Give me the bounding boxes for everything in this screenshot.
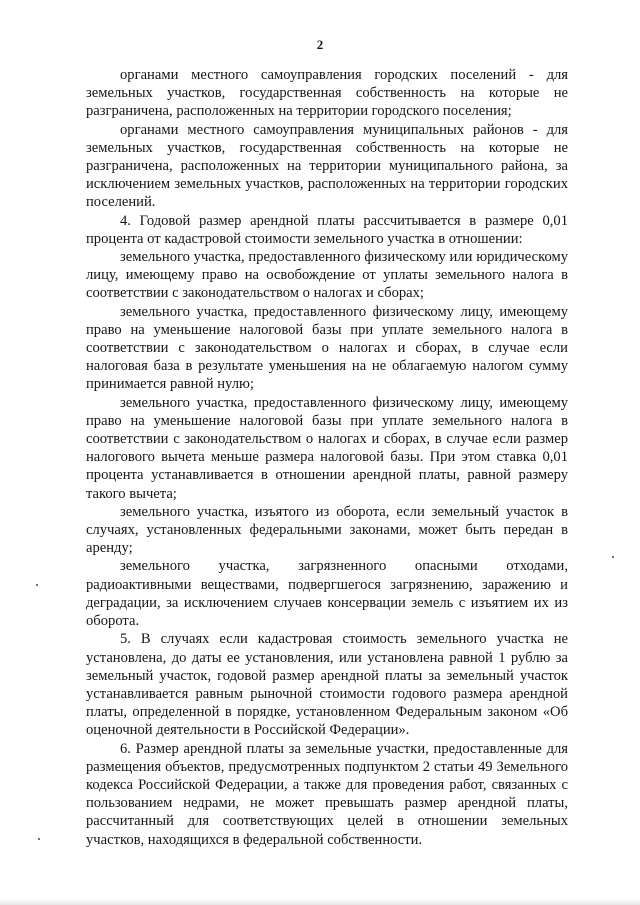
paragraph-item-4-deduction: земельного участка, предоставленного физическому лицу, имеющему право на уменьшение налоговой базы при уплате земельного налога в соответствии с законодательством о налогах и сборах, в случае если размер налогового вычета меньше размера налоговой базы. При этом ставка 0,01 процента устанавливается в отношении арендной платы, равной размеру такого вычета;: [86, 394, 568, 502]
scan-speck: [38, 838, 40, 840]
paragraph-item-5: 5. В случаях если кадастровая стоимость земельного участка не установлена, до даты ее установления, или установлена равной 1 рублю за земельный участок, годовой размер арендной платы за земельный участок устанавливается равным рыночной стоимости годового размера арендной платы, определенной в порядке, установленном Федеральным законом «Об оценочной деятельности в Российской Федерации».: [86, 631, 568, 739]
scan-speck: [612, 556, 614, 558]
scan-speck: [36, 584, 38, 586]
paragraph-municipal-districts: органами местного самоуправления муниципальных районов - для земельных участков, государственная собственность на которые не разграничена, расположенных на территории муниципального района, за исключением земельных участков, расположенных на территории городских поселений.: [86, 121, 568, 211]
paragraph-item-4-intro: 4. Годовой размер арендной платы рассчитывается в размере 0,01 процента от кадастровой стоимости земельного участка в отношении:: [86, 212, 568, 247]
scan-bottom-edge: [0, 899, 640, 905]
paragraph-urban-settlements: органами местного самоуправления городских поселений - для земельных участков, государственная собственность на которые не разграничена, расположенных на территории городского поселения;: [86, 67, 568, 120]
paragraph-item-4-withdrawn-land: земельного участка, изъятого из оборота, если земельный участок в случаях, установленных федеральными законами, может быть передан в аренду;: [86, 503, 568, 557]
paragraph-item-6: 6. Размер арендной платы за земельные участки, предоставленные для размещения объектов, предусмотренных подпунктом 2 статьи 49 Земельного кодекса Российской Федерации, а также для проведения работ, связанных с пользованием недрами, не может превышать размер арендной платы, рассчитанный для соответствующих целей в отношении земельных участков, находящихся в федеральной собственности.: [86, 740, 568, 848]
page-number: 2: [316, 37, 324, 52]
paragraph-item-4-exemption: земельного участка, предоставленного физическому или юридическому лицу, имеющему право на освобождение от уплаты земельного налога в соответствии с законодательством о налогах и сборах;: [86, 249, 568, 302]
paragraph-item-4-contaminated-land: земельного участка, загрязненного опасными отходами, радиоактивными веществами, подвергшегося загрязнению, заражению и деградации, за исключением случаев консервации земель с изъятием их из оборота.: [86, 558, 568, 630]
document-body: [86, 66, 568, 849]
paragraph-item-4-zero-base: земельного участка, предоставленного физическому лицу, имеющему право на уменьшение налоговой базы при уплате земельного налога в соответствии с законодательством о налогах и сборах, в случае если налоговая база в результате уменьшения на не облагаемую налогом сумму принимается равной нулю;: [86, 303, 568, 393]
